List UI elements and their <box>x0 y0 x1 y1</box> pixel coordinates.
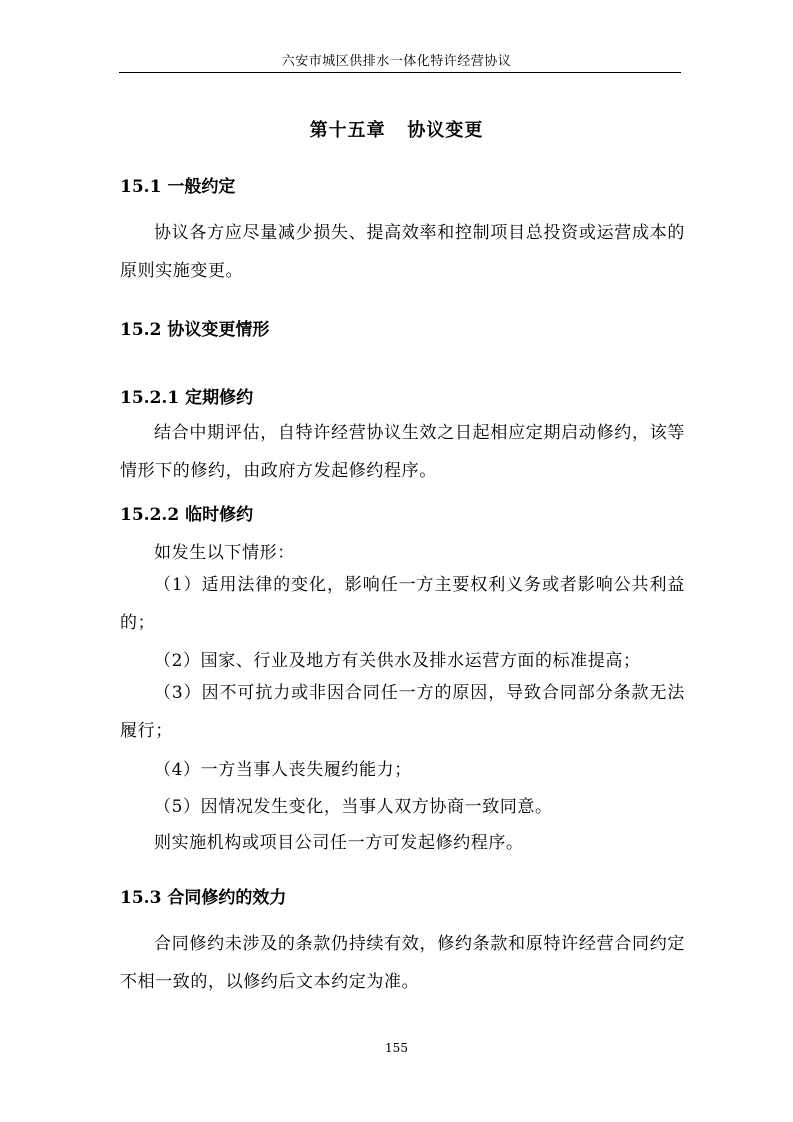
header-rule <box>119 72 681 73</box>
section-heading-15-2-2: 15.2.2 临时修约 <box>120 505 254 525</box>
list-item-3: （3）因不可抗力或非因合同任一方的原因，导致合同部分条款无法履行； <box>120 683 685 741</box>
running-header: 六安市城区供排水一体化特许经营协议 <box>281 54 512 69</box>
section-body-15-3: 合同修约未涉及的条款仍持续有效，修约条款和原特许经营合同约定不相一致的，以修约后文本约定为准。 <box>120 934 685 992</box>
page-number: 155 <box>385 1041 408 1055</box>
section-heading-15-2-1: 15.2.1 定期修约 <box>120 388 254 408</box>
list-item-1: （1）适用法律的变化，影响任一方主要权利义务或者影响公共利益的； <box>120 575 685 633</box>
list-item-5: （5）因情况发生变化，当事人双方协商一致同意。 <box>154 797 553 817</box>
section-body-15-2-1: 结合中期评估，自特许经营协议生效之日起相应定期启动修约，该等情形下的修约，由政府方发起修约程序。 <box>120 423 685 481</box>
section-heading-15-3: 15.3 合同修约的效力 <box>120 888 287 908</box>
section-intro-15-2-2: 如发生以下情形： <box>154 543 295 563</box>
section-closing-15-2-2: 则实施机构或项目公司任一方可发起修约程序。 <box>154 833 524 853</box>
section-heading-15-1: 15.1 一般约定 <box>120 177 236 197</box>
list-item-4: （4）一方当事人丧失履约能力； <box>154 760 412 780</box>
section-body-15-1: 协议各方应尽量减少损失、提高效率和控制项目总投资或运营成本的原则实施变更。 <box>120 223 685 281</box>
chapter-title: 第十五章 协议变更 <box>309 120 484 141</box>
list-item-2: （2）国家、行业及地方有关供水及排水运营方面的标准提高； <box>154 651 641 671</box>
section-heading-15-2: 15.2 协议变更情形 <box>120 320 270 340</box>
